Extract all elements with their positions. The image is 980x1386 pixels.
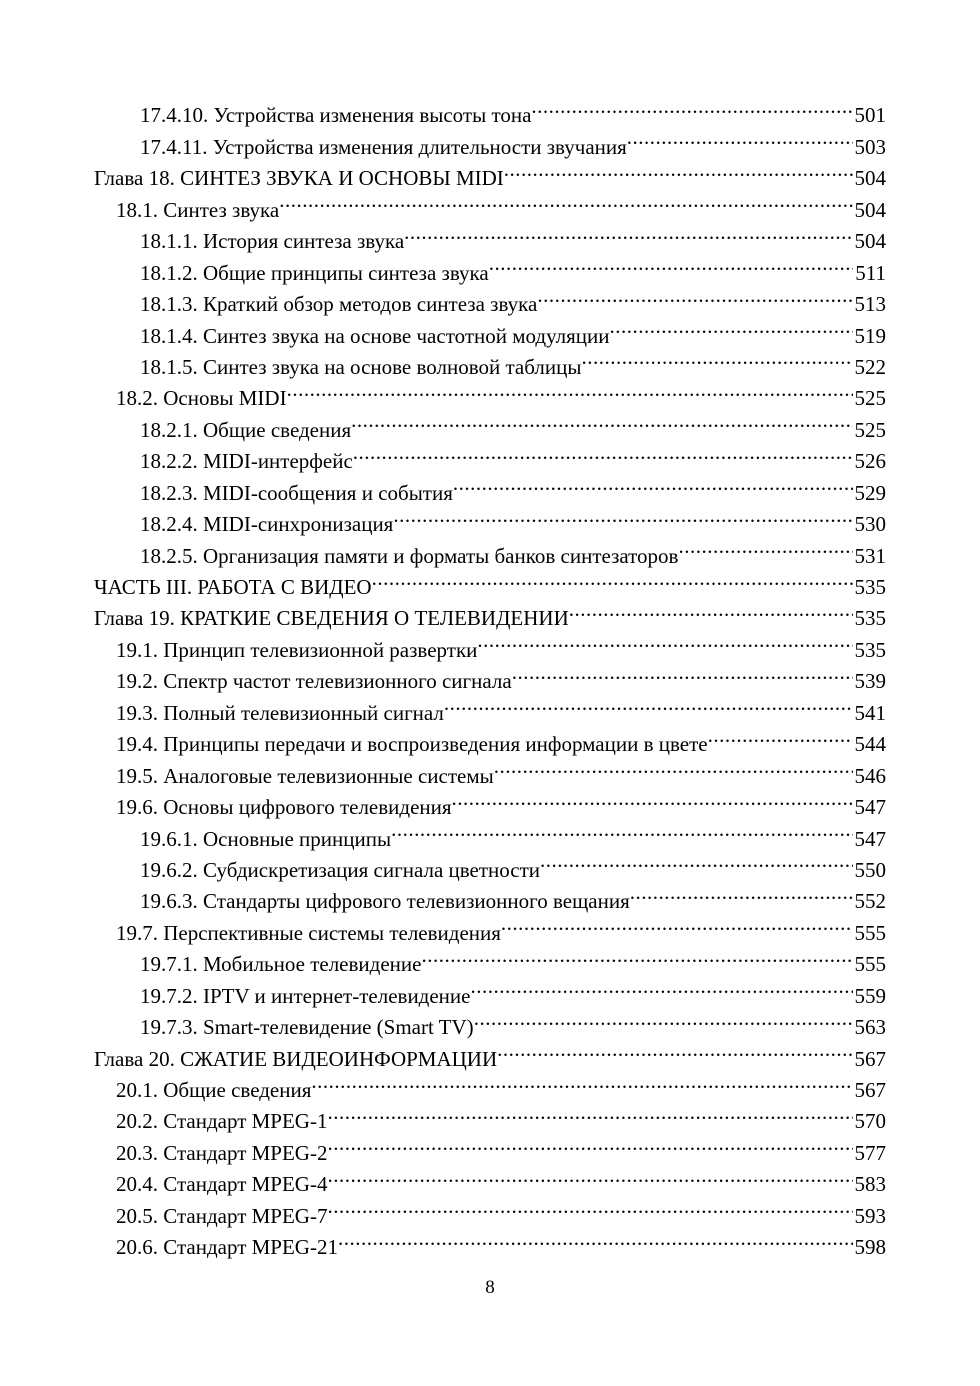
- toc-entry-title: 18.2.3. MIDI-сообщения и события: [140, 480, 453, 505]
- toc-entry-title: 19.7.1. Мобильное телевидение: [140, 952, 422, 977]
- dot-leader: [627, 122, 853, 153]
- dot-leader: [494, 751, 853, 782]
- toc-entry-page: 525: [854, 417, 886, 442]
- toc-entry-page: 503: [854, 134, 886, 159]
- dot-leader: [444, 688, 853, 719]
- toc-entry-page: 539: [854, 669, 886, 694]
- toc-entry-page: 513: [854, 292, 886, 317]
- dot-leader: [393, 500, 852, 531]
- dot-leader: [351, 405, 852, 436]
- toc-entry-page: 598: [854, 1235, 886, 1260]
- toc-entry-title: ЧАСТЬ III. РАБОТА С ВИДЕО: [94, 575, 372, 599]
- toc-entry-page: 504: [854, 197, 886, 222]
- toc-entry-title: Глава 18. СИНТЕЗ ЗВУКА И ОСНОВЫ MIDI: [94, 166, 504, 191]
- toc-entry-title: 20.4. Стандарт MPEG-4: [116, 1172, 328, 1197]
- dot-leader: [504, 154, 853, 185]
- toc-entry-page: 567: [854, 1046, 886, 1071]
- toc-entry-title: 20.2. Стандарт MPEG-1: [116, 1109, 328, 1134]
- toc-entry-title: 18.2.5. Организация памяти и форматы банков синтезаторов: [140, 543, 679, 568]
- toc-entry-page: 511: [855, 260, 886, 285]
- toc-entry-page: 530: [854, 512, 886, 537]
- toc-entry-title: 19.7.3. Smart-телевидение (Smart TV): [140, 1015, 474, 1040]
- toc-entry-page: 525: [854, 386, 886, 411]
- toc-entry-page: 519: [854, 323, 886, 348]
- toc-entry-title: 19.4. Принципы передачи и воспроизведения информации в цвете: [116, 732, 708, 757]
- toc-entry-title: 19.6.2. Субдискретизация сигнала цветности: [140, 857, 541, 882]
- dot-leader: [353, 437, 853, 468]
- dot-leader: [537, 280, 852, 311]
- toc-entry-page: 526: [854, 449, 886, 474]
- toc-entry-title: 18.1.4. Синтез звука на основе частотной модуляции: [140, 323, 610, 348]
- toc-entry-page: 547: [854, 826, 886, 851]
- toc-entry-page: 555: [854, 920, 886, 945]
- toc-entry-page: 552: [854, 889, 886, 914]
- page-number: 8: [485, 1277, 495, 1298]
- toc-entry-title: 19.7. Перспективные системы телевидения: [116, 920, 501, 945]
- toc-entry-page: 535: [854, 575, 886, 599]
- toc-entry-title: 18.1.1. История синтеза звука: [140, 229, 405, 254]
- toc-entry-page: 555: [854, 952, 886, 977]
- toc-entry-page: 504: [854, 229, 886, 254]
- dot-leader: [372, 563, 853, 594]
- toc-entry-title: 19.2. Спектр частот телевизионного сигнала: [116, 669, 512, 694]
- toc-entry: [94, 91, 886, 128]
- toc-entry-title: 18.1.5. Синтез звука на основе волновой таблицы: [140, 354, 582, 379]
- dot-leader: [610, 311, 853, 342]
- dot-leader: [531, 91, 852, 122]
- dot-leader: [287, 374, 853, 405]
- toc-entry-title: 19.7.2. IPTV и интернет-телевидение: [140, 983, 471, 1008]
- dot-leader: [311, 1066, 852, 1097]
- toc-entry-page: 593: [854, 1203, 886, 1228]
- dot-leader: [678, 531, 852, 562]
- toc-entry-title: 18.2.2. MIDI-интерфейс: [140, 449, 353, 474]
- toc-entry-page: 583: [854, 1172, 886, 1197]
- dot-leader: [630, 877, 853, 908]
- dot-leader: [708, 720, 853, 751]
- toc-entry-title: 18.2.1. Общие сведения: [140, 417, 352, 442]
- dot-leader: [327, 1191, 852, 1222]
- toc-entry-title: 20.5. Стандарт MPEG-7: [116, 1203, 328, 1228]
- dot-leader: [540, 846, 852, 877]
- toc-entry-page: 522: [854, 354, 886, 379]
- toc-entry-title: 19.3. Полный телевизионный сигнал: [116, 700, 444, 725]
- toc-entry-title: 19.6.3. Стандарты цифрового телевизионного вещания: [140, 889, 630, 914]
- table-of-contents: [94, 91, 886, 1260]
- toc-entry-title: 20.1. Общие сведения: [116, 1078, 312, 1102]
- toc-entry-title: 18.1.3. Краткий обзор методов синтеза звука: [140, 292, 538, 317]
- dot-leader: [477, 625, 852, 656]
- toc-entry-title: 18.2. Основы MIDI: [116, 386, 287, 411]
- toc-entry-page: 501: [854, 103, 886, 128]
- toc-entry-title: 20.3. Стандарт MPEG-2: [116, 1140, 328, 1165]
- toc-entry-page: 529: [854, 480, 886, 505]
- toc-entry-page: 563: [854, 1015, 886, 1040]
- dot-leader: [327, 1097, 852, 1128]
- toc-entry-title: 19.6.1. Основные принципы: [140, 826, 392, 851]
- dot-leader: [452, 783, 853, 814]
- dot-leader: [489, 248, 854, 279]
- toc-entry-title: 18.1.2. Общие принципы синтеза звука: [140, 260, 489, 285]
- dot-leader: [453, 468, 853, 499]
- toc-entry-page: 544: [854, 732, 886, 757]
- toc-entry-title: 20.6. Стандарт MPEG-21: [116, 1235, 338, 1260]
- toc-entry-title: 18.1. Синтез звука: [116, 197, 280, 222]
- dot-leader: [421, 940, 852, 971]
- toc-entry-title: 19.6. Основы цифрового телевидения: [116, 795, 452, 820]
- toc-entry-page: 541: [854, 700, 886, 725]
- toc-entry-page: 577: [854, 1140, 886, 1165]
- toc-entry-page: 567: [854, 1078, 886, 1102]
- dot-leader: [338, 1223, 853, 1254]
- toc-entry-page: 535: [854, 637, 886, 662]
- toc-entry-title: 17.4.10. Устройства изменения высоты тона: [140, 103, 532, 128]
- toc-entry-page: 546: [854, 763, 886, 788]
- dot-leader: [581, 343, 852, 374]
- dot-leader: [391, 814, 852, 845]
- dot-leader: [327, 1160, 852, 1191]
- toc-entry-title: Глава 20. СЖАТИЕ ВИДЕОИНФОРМАЦИИ: [94, 1046, 498, 1071]
- dot-leader: [279, 185, 852, 216]
- toc-entry-title: Глава 19. КРАТКИЕ СВЕДЕНИЯ О ТЕЛЕВИДЕНИИ: [94, 606, 569, 631]
- dot-leader: [474, 1003, 853, 1034]
- toc-entry-page: 547: [854, 795, 886, 820]
- toc-entry-page: 535: [854, 606, 886, 631]
- toc-entry-page: 550: [854, 857, 886, 882]
- toc-entry-title: 17.4.11. Устройства изменения длительности звучания: [140, 134, 627, 159]
- dot-leader: [497, 1034, 852, 1065]
- toc-entry-page: 559: [854, 983, 886, 1008]
- dot-leader: [569, 594, 853, 625]
- toc-entry-page: 570: [854, 1109, 886, 1134]
- dot-leader: [470, 971, 852, 1002]
- toc-entry-page: 504: [854, 166, 886, 191]
- dot-leader: [501, 908, 853, 939]
- toc-entry-title: 19.1. Принцип телевизионной развертки: [116, 637, 478, 662]
- toc-entry-title: 19.5. Аналоговые телевизионные системы: [116, 763, 494, 788]
- dot-leader: [512, 657, 853, 688]
- toc-entry-page: 531: [854, 543, 886, 568]
- dot-leader: [327, 1128, 852, 1159]
- dot-leader: [404, 217, 852, 248]
- toc-entry-title: 18.2.4. MIDI-синхронизация: [140, 512, 394, 537]
